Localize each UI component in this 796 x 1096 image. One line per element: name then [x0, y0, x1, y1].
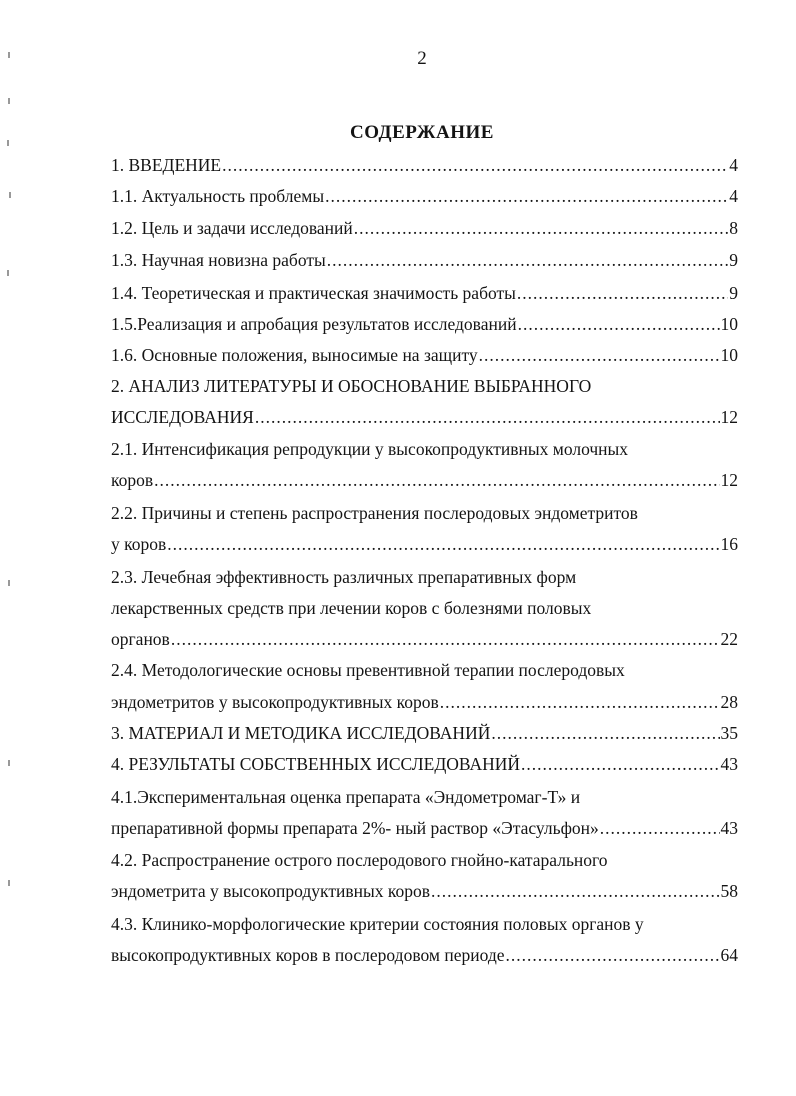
toc-entry-2-1: [111, 469, 738, 491]
toc-page-number: 9: [729, 250, 738, 270]
toc-entry-text: 1.6. Основные положения, выносимые на защиту: [111, 345, 478, 365]
toc-entry-2-3: [111, 628, 738, 650]
toc-entry-text: 4. РЕЗУЛЬТАТЫ СОБСТВЕННЫХ ИССЛЕДОВАНИЙ: [111, 754, 521, 774]
toc-page-number: 8: [729, 218, 738, 238]
scan-speck: [9, 192, 11, 198]
toc-entry-text: эндометрита у высокопродуктивных коров: [111, 881, 430, 901]
toc-entry-1: [111, 154, 738, 176]
toc-page-number: 35: [720, 723, 738, 743]
toc-page-number: 43: [720, 754, 738, 774]
toc-entry-text: препаративной формы препарата 2%- ный раствор «Этасульфон»: [111, 818, 599, 838]
toc-page-number: 64: [720, 945, 738, 965]
toc-page-number: 12: [720, 407, 738, 427]
toc-entry-2-4-line-1: 2.4. Методологические основы превентивной терапии послеродовых: [111, 660, 625, 680]
dot-leader: [518, 313, 720, 335]
toc-entry-2-2-line-1: 2.2. Причины и степень распространения послеродовых эндометритов: [111, 503, 638, 523]
toc-page-number: 22: [720, 629, 738, 649]
toc-page-number: 4: [729, 155, 738, 175]
toc-entry-1-6: [111, 344, 738, 366]
dot-leader: [325, 185, 728, 207]
toc-entry-4-2: [111, 880, 738, 902]
toc-entry-2-2: [111, 533, 738, 555]
scan-speck: [7, 270, 9, 276]
dot-leader: [479, 344, 720, 366]
toc-page-number: 12: [720, 470, 738, 490]
toc-entry-text: 1.1. Актуальность проблемы: [111, 186, 325, 206]
toc-entry-text: 1.5.Реализация и апробация результатов исследований: [111, 314, 517, 334]
toc-entry-4-1-line-1: 4.1.Экспериментальная оценка препарата «Эндометромаг-Т» и: [111, 787, 581, 807]
toc-entry-text: 1.2. Цель и задачи исследований: [111, 218, 353, 238]
toc-entry-4-2-line-1: 4.2. Распространение острого послеродового гнойно-катарального: [111, 850, 608, 870]
toc-entry-text: 1.4. Теоретическая и практическая значимость работы: [111, 283, 516, 303]
toc-entry-1-4: [111, 282, 738, 304]
toc-entry-text: эндометритов у высокопродуктивных коров: [111, 692, 439, 712]
toc-entry-3: [111, 722, 738, 744]
toc-entry-2-3-line-2: лекарственных средств при лечении коров с болезнями половых: [111, 598, 592, 618]
scan-speck: [8, 880, 10, 886]
toc-page-number: 4: [729, 186, 738, 206]
toc-entry-4-3-line-1: 4.3. Клинико-морфологические критерии состояния половых органов у: [111, 914, 644, 934]
toc-entry-text: высокопродуктивных коров в послеродовом периоде: [111, 945, 505, 965]
toc-entry-1-1: [111, 185, 738, 207]
dot-leader: [431, 880, 720, 902]
toc-page-number: 9: [729, 283, 738, 303]
dot-leader: [327, 249, 728, 271]
toc-entry-text: 1. ВВЕДЕНИЕ: [111, 155, 222, 175]
dot-leader: [506, 944, 720, 966]
toc-entry-2-line-1: 2. АНАЛИЗ ЛИТЕРАТУРЫ И ОБОСНОВАНИЕ ВЫБРАННОГО: [111, 376, 592, 396]
dot-leader: [171, 628, 720, 650]
dot-leader: [600, 817, 720, 839]
toc-entry-4-3: [111, 944, 738, 966]
toc-page-number: 28: [720, 692, 738, 712]
dot-leader: [491, 722, 719, 744]
toc-entry-1-5: [111, 313, 738, 335]
toc-page-number: 10: [720, 314, 738, 334]
scan-speck: [8, 760, 10, 766]
dot-leader: [167, 533, 719, 555]
toc-entry-1-3: [111, 249, 738, 271]
dot-leader: [517, 282, 728, 304]
toc-entry-text: органов: [111, 629, 170, 649]
toc-page-number: 43: [720, 818, 738, 838]
toc-entry-4-1: [111, 817, 738, 839]
page-title: СОДЕРЖАНИЕ: [350, 122, 494, 143]
toc-entry-2-1-line-1: 2.1. Интенсификация репродукции у высокопродуктивных молочных: [111, 439, 629, 459]
toc-entry-2: [111, 406, 738, 428]
dot-leader: [255, 406, 720, 428]
toc-entry-text: 1.3. Научная новизна работы: [111, 250, 326, 270]
toc-page-number: 58: [720, 881, 738, 901]
scan-speck: [8, 98, 10, 104]
dot-leader: [354, 217, 728, 239]
dot-leader: [440, 691, 720, 713]
toc-entry-text: ИССЛЕДОВАНИЯ: [111, 407, 254, 427]
toc-entry-text: коров: [111, 470, 154, 490]
toc-entry-text: у коров: [111, 534, 167, 554]
toc-entry-2-3-line-1: 2.3. Лечебная эффективность различных препаративных форм: [111, 567, 577, 587]
toc-entry-text: 3. МАТЕРИАЛ И МЕТОДИКА ИССЛЕДОВАНИЙ: [111, 723, 491, 743]
scan-speck: [8, 580, 10, 586]
page-number: 2: [417, 48, 427, 69]
scan-speck: [8, 52, 10, 58]
toc-page-number: 16: [720, 534, 738, 554]
toc-entry-4: [111, 753, 738, 775]
toc-entry-2-4: [111, 691, 738, 713]
scan-speck: [7, 140, 9, 146]
toc-entry-1-2: [111, 217, 738, 239]
dot-leader: [521, 753, 719, 775]
dot-leader: [154, 469, 719, 491]
toc-page-number: 10: [720, 345, 738, 365]
dot-leader: [222, 154, 728, 176]
